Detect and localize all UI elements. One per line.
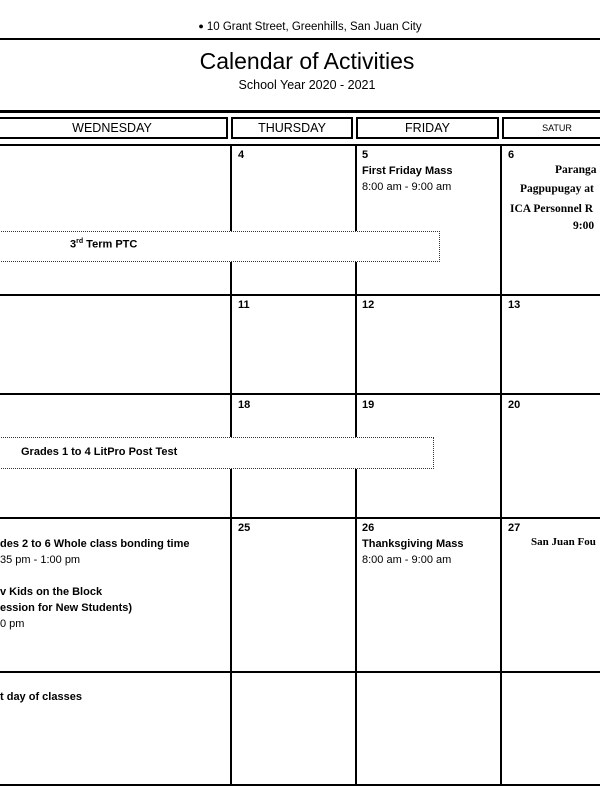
- day-number: 11: [238, 299, 250, 311]
- row-line-3: [0, 393, 600, 395]
- saturday-event-line: ICA Personnel R: [510, 203, 594, 215]
- banner-text: Grades 1 to 4 LitPro Post Test: [21, 446, 178, 458]
- event-new-kids-subtitle: ession for New Students): [0, 602, 133, 614]
- day-header-friday: FRIDAY: [356, 117, 499, 139]
- banner-litpro-post-test: [0, 437, 434, 469]
- event-time: 0 pm: [0, 618, 25, 630]
- row-line-1: [0, 144, 600, 146]
- day-header-saturday: SATUR: [502, 117, 600, 139]
- day-number: 13: [508, 299, 521, 311]
- header-divider: [0, 38, 600, 40]
- saturday-event-line: Paranga: [555, 164, 597, 176]
- banner-text: 3: [70, 238, 77, 251]
- event-first-friday-mass: First Friday Mass: [362, 165, 453, 177]
- day-header-wednesday: WEDNESDAY: [0, 117, 228, 139]
- banner-text: Term PTC: [83, 238, 138, 251]
- event-new-kids-on-the-block: v Kids on the Block: [0, 586, 103, 598]
- day-number: 19: [362, 399, 375, 411]
- day-number: 26: [362, 522, 375, 534]
- address-text: 10 Grant Street, Greenhills, San Juan City: [206, 21, 422, 33]
- day-number: 18: [238, 399, 251, 411]
- banner-superscript: rd: [76, 238, 84, 245]
- row-line-2: [0, 294, 600, 296]
- page-title: Calendar of Activities: [199, 48, 415, 74]
- event-last-day-of-classes: t day of classes: [0, 691, 82, 703]
- day-header-thursday: THURSDAY: [231, 117, 353, 139]
- day-number: 20: [508, 399, 521, 411]
- day-number: 4: [238, 149, 245, 161]
- event-time: 35 pm - 1:00 pm: [0, 554, 81, 566]
- event-time: 8:00 am - 9:00 am: [362, 181, 452, 193]
- day-number: 6: [508, 149, 515, 161]
- bullet-icon: ●: [198, 21, 204, 31]
- col-line-saturday: [500, 144, 502, 786]
- day-number: 12: [362, 299, 375, 311]
- saturday-event-line: 9:00: [573, 220, 595, 232]
- day-number: 5: [362, 149, 369, 161]
- day-number: 27: [508, 522, 521, 534]
- event-time: 8:00 am - 9:00 am: [362, 554, 452, 566]
- calendar-top-border: [0, 110, 600, 113]
- event-thanksgiving-mass: Thanksgiving Mass: [362, 538, 464, 550]
- page-subtitle: School Year 2020 - 2021: [238, 78, 376, 92]
- saturday-event-line: Pagpupugay at: [520, 183, 594, 195]
- saturday-event-line: San Juan Fou: [531, 536, 596, 548]
- event-whole-class-bonding: des 2 to 6 Whole class bonding time: [0, 538, 190, 550]
- school-address: [0, 21, 600, 33]
- banner-3rd-term-ptc: [0, 231, 440, 262]
- row-line-4: [0, 517, 600, 519]
- day-number: 25: [238, 522, 251, 534]
- row-line-5: [0, 671, 600, 673]
- row-line-6: [0, 784, 600, 786]
